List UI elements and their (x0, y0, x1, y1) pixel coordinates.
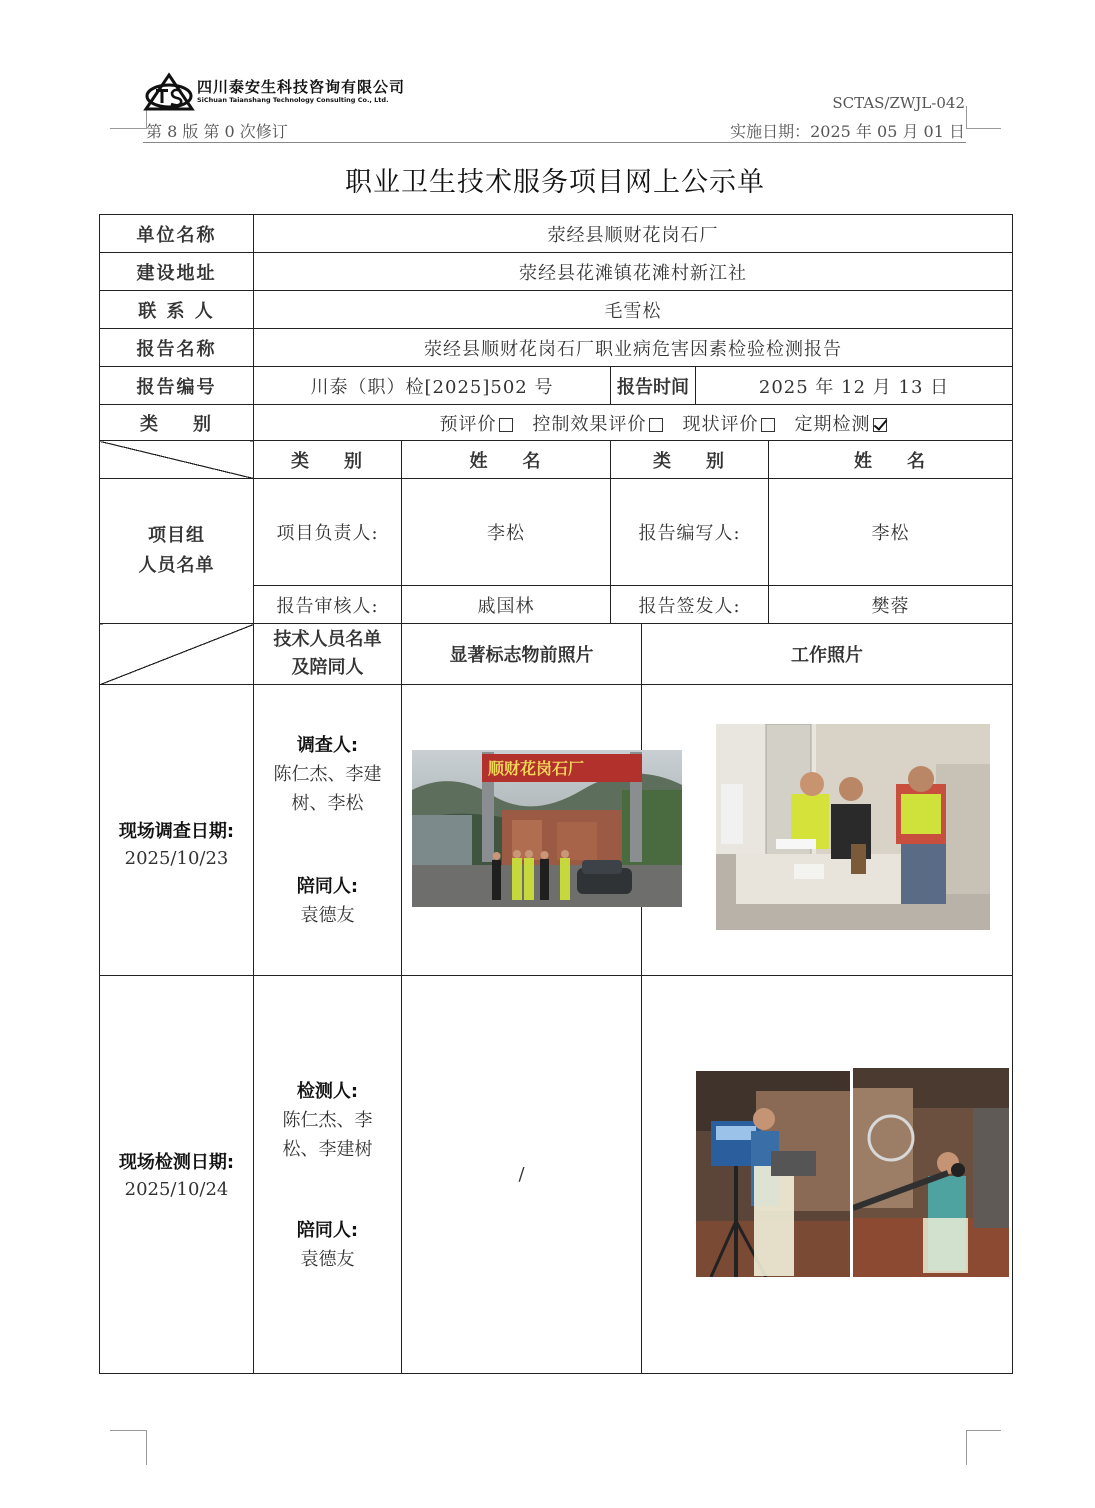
report-time-value: 2025 年 12 月 13 日 (696, 367, 1013, 405)
category-status-eval[interactable]: 现状评价 (683, 414, 795, 435)
companion-name: 袁德友 (300, 905, 355, 926)
report-writer-role: 报告编写人: (611, 479, 769, 586)
header-divider (143, 142, 966, 143)
report-reviewer-role: 报告审核人: (254, 586, 402, 624)
team-col-category-2: 类 别 (611, 441, 769, 479)
effective-date: 实施日期：2025 年 05 月 01 日 (730, 122, 965, 141)
test-date-value: 2025/10/24 (124, 1178, 229, 1200)
test-landmark-photo-cell (402, 976, 642, 1374)
project-lead-role: 项目负责人: (254, 479, 402, 586)
address-label: 建设地址 (100, 253, 254, 291)
category-options (254, 405, 1013, 441)
survey-staff-cell (254, 685, 402, 976)
factory-gate-photo (412, 750, 682, 907)
contact-label: 联 系 人 (100, 291, 254, 329)
category-control-eval[interactable]: 控制效果评价 (533, 414, 683, 435)
team-col-name-2: 姓 名 (769, 441, 1013, 479)
crop-mark-bottom-left (110, 1430, 147, 1465)
category-label: 类 别 (100, 405, 254, 441)
report-writer-name: 李松 (769, 479, 1013, 586)
checkbox-icon[interactable] (499, 418, 513, 432)
testing-photo-left (696, 1071, 850, 1277)
project-lead-name: 李松 (402, 479, 611, 586)
page-title: 职业卫生技术服务项目网上公示单 (345, 167, 765, 198)
office-work-photo (716, 724, 990, 930)
landmark-photo-header: 显著标志物前照片 (402, 624, 642, 685)
work-photo-header: 工作照片 (642, 624, 1013, 685)
testers-line2: 松、李建树 (282, 1139, 373, 1160)
tester-label: 检测人: (296, 1081, 359, 1102)
factory-gate-image (412, 750, 682, 907)
companion-label: 陪同人: (296, 876, 359, 897)
survey-date-value: 2025/10/23 (124, 848, 229, 869)
crop-mark-bottom-right (966, 1430, 1001, 1465)
document-code: SCTAS/ZWJL-042 (832, 94, 965, 112)
category-pre-eval[interactable]: 预评价 (440, 414, 533, 435)
investigator-label: 调查人: (296, 735, 359, 756)
report-reviewer-name: 戚国林 (402, 586, 611, 624)
report-issuer-name: 樊蓉 (769, 586, 1013, 624)
diagonal-header-cell-2 (100, 624, 254, 685)
report-name-value: 荥经县顺财花岗石厂职业病危害因素检验检测报告 (254, 329, 1013, 367)
survey-date-label: 现场调查日期: (118, 821, 235, 842)
diagonal-header-cell (100, 441, 254, 479)
test-date-cell (100, 976, 254, 1374)
report-issuer-role: 报告签发人: (611, 586, 769, 624)
contact-value: 毛雪松 (254, 291, 1013, 329)
testing-image-left (696, 1071, 850, 1277)
landmark-placeholder: / (518, 1164, 525, 1185)
survey-date-cell (100, 685, 254, 976)
checkbox-icon[interactable] (761, 418, 775, 432)
testing-image-right (853, 1068, 1009, 1277)
test-date-label: 现场检测日期: (118, 1151, 235, 1173)
checked-checkbox-icon[interactable] (873, 418, 887, 432)
version-info: 第 8 版 第 0 次修订 (146, 122, 288, 141)
category-periodic-test[interactable]: 定期检测 (795, 414, 887, 435)
company-logo (143, 72, 493, 112)
crop-mark-top-right (966, 106, 1001, 129)
unit-name-label: 单位名称 (100, 215, 254, 253)
test-companion-name: 袁德友 (300, 1249, 355, 1270)
tech-staff-header: 技术人员名单 及陪同人 (254, 624, 402, 685)
company-name-cn: 四川泰安生科技咨询有限公司 (197, 78, 406, 96)
testing-photo-right (853, 1068, 1009, 1277)
project-team-label: 项目组 人员名单 (100, 479, 254, 624)
test-staff-cell (254, 976, 402, 1374)
crop-mark-top-left (110, 106, 147, 129)
report-name-label: 报告名称 (100, 329, 254, 367)
checkbox-icon[interactable] (649, 418, 663, 432)
team-col-category: 类 别 (254, 441, 402, 479)
address-value: 荥经县花滩镇花滩村新江社 (254, 253, 1013, 291)
test-companion-label: 陪同人: (296, 1220, 359, 1241)
report-number-value: 川泰（职）检[2025]502 号 (254, 367, 611, 405)
tsc-logo-icon (143, 72, 195, 112)
investigators-line1: 陈仁杰、李建 (273, 764, 382, 785)
unit-name-value: 荥经县顺财花岗石厂 (254, 215, 1013, 253)
report-number-label: 报告编号 (100, 367, 254, 405)
investigators-line2: 树、李松 (291, 793, 364, 814)
team-col-name: 姓 名 (402, 441, 611, 479)
report-time-label: 报告时间 (611, 367, 696, 405)
office-work-image (716, 724, 990, 930)
testers-line1: 陈仁杰、李 (282, 1110, 373, 1131)
gate-sign-text: 顺财花岗石厂 (487, 759, 585, 778)
company-name-en: SiChuan Taianshang Technology Consulting Co., Ltd. (197, 96, 389, 104)
